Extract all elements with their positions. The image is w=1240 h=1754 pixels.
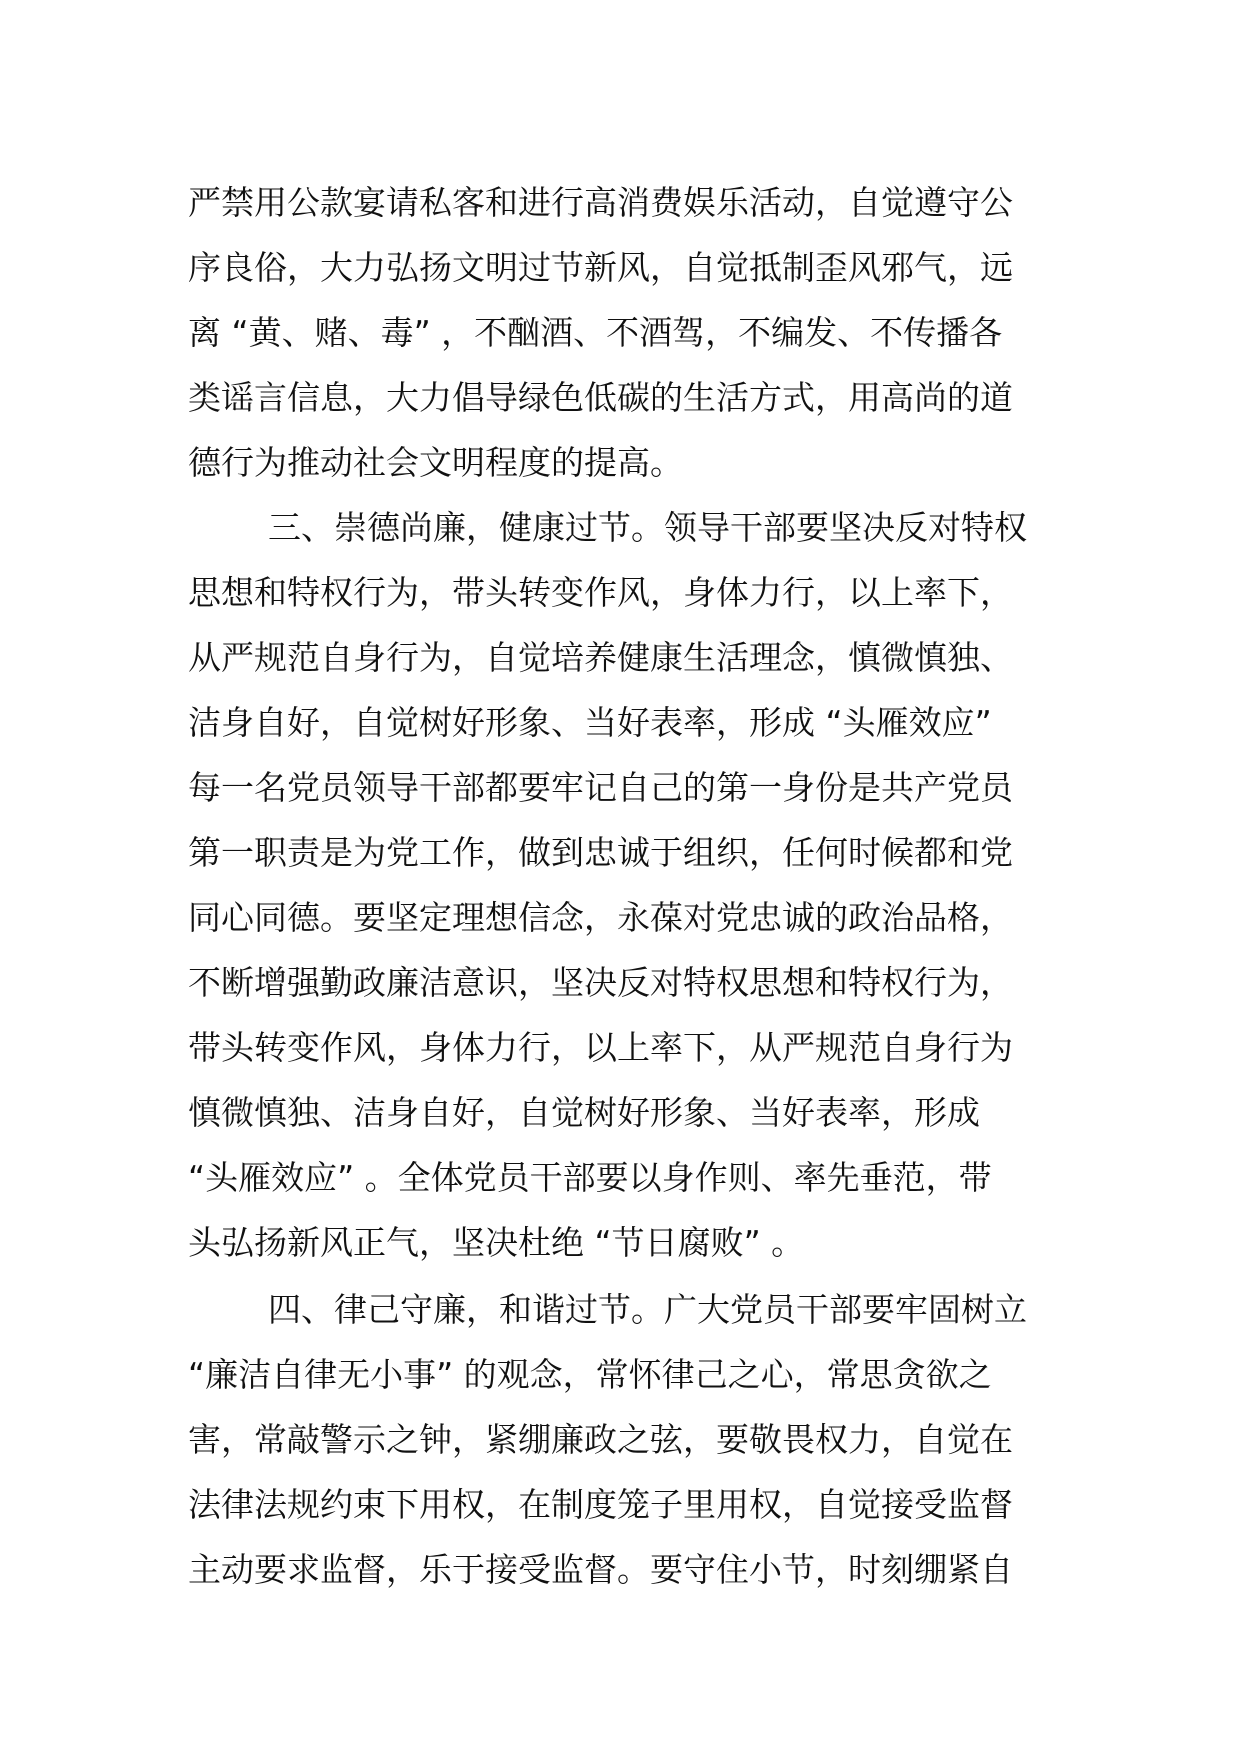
text-line: 带头转变作风，身体力行，以上率下，从严规范自身行为 — [188, 1028, 1013, 1067]
text-line: 思想和特权行为，带头转变作风，身体力行，以上率下， — [188, 573, 1013, 612]
document-body — [188, 170, 1064, 1602]
text-line: 洁身自好，自觉树好形象、当好表率，形成 “头雁效应” — [188, 703, 992, 742]
text-line: 离 “黄、赌、毒” ，不酗酒、不酒驾，不编发、不传播各 — [188, 313, 1003, 352]
text-line: 不断增强勤政廉洁意识，坚决反对特权思想和特权行为， — [188, 963, 1013, 1002]
text-line: 严禁用公款宴请私客和进行高消费娱乐活动，自觉遵守公 — [188, 183, 1013, 222]
text-line: 法律法规约束下用权，在制度笼子里用权，自觉接受监督 — [188, 1485, 1013, 1524]
section-heading-line: 四、律己守廉，和谐过节。广大党员干部要牢固树立 — [268, 1290, 1027, 1329]
text-line: 从严规范自身行为，自觉培养健康生活理念，慎微慎独、 — [188, 638, 1013, 677]
text-line: 德行为推动社会文明程度的提高。 — [188, 443, 683, 482]
text-line: “廉洁自律无小事” 的观念，常怀律己之心，常思贪欲之 — [188, 1355, 992, 1394]
text-line: “头雁效应” 。全体党员干部要以身作则、率先垂范，带 — [188, 1158, 992, 1197]
text-line: 害，常敲警示之钟，紧绷廉政之弦，要敬畏权力，自觉在 — [188, 1420, 1013, 1459]
text-line: 类谣言信息，大力倡导绿色低碳的生活方式，用高尚的道 — [188, 378, 1013, 417]
text-line: 主动要求监督，乐于接受监督。要守住小节，时刻绷紧自 — [188, 1550, 1013, 1589]
text-line: 慎微慎独、洁身自好，自觉树好形象、当好表率，形成 — [188, 1093, 980, 1132]
section-heading-line: 三、崇德尚廉，健康过节。领导干部要坚决反对特权 — [268, 508, 1027, 547]
text-line: 同心同德。要坚定理想信念，永葆对党忠诚的政治品格， — [188, 898, 1013, 937]
text-line: 头弘扬新风正气，坚决杜绝 “节日腐败” 。 — [188, 1223, 805, 1262]
text-line: 序良俗，大力弘扬文明过节新风，自觉抵制歪风邪气，远 — [188, 248, 1013, 287]
text-line: 第一职责是为党工作，做到忠诚于组织，任何时候都和党 — [188, 833, 1013, 872]
text-line: 每一名党员领导干部都要牢记自己的第一身份是共产党员 — [188, 768, 1013, 807]
